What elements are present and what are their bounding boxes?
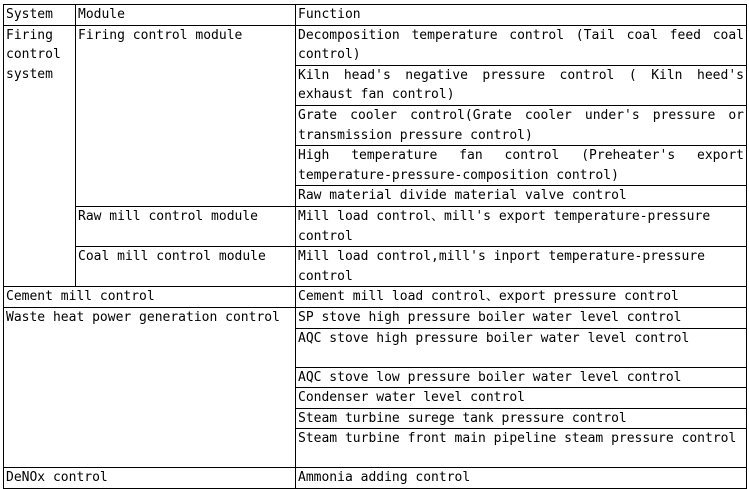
control-functions-table	[3, 4, 747, 489]
function-kiln-head-pressure: Kiln head's negative pressure control ( Kiln heed's exhaust fan control)	[296, 65, 747, 105]
function-steam-turbine-surge-tank: Steam turbine surege tank pressure control	[296, 408, 747, 429]
header-function: Function	[296, 5, 747, 26]
function-raw-material-valve: Raw material divide material valve control	[296, 186, 747, 207]
system-cement-mill-control: Cement mill control	[4, 287, 296, 308]
system-firing-control: Firing control system	[4, 25, 76, 287]
system-waste-heat-power: Waste heat power generation control	[4, 307, 296, 467]
function-aqc-low-pressure-water-level: AQC stove low pressure boiler water level control	[296, 367, 747, 388]
function-steam-turbine-main-pipeline: Steam turbine front main pipeline steam pressure control	[296, 429, 747, 468]
function-cement-mill-load: Cement mill load control、export pressure control	[296, 287, 747, 308]
function-sp-stove-water-level: SP stove high pressure boiler water level control	[296, 307, 747, 328]
function-raw-mill-load: Mill load control、mill's export temperature-pressure control	[296, 206, 747, 246]
module-raw-mill-control: Raw mill control module	[76, 206, 296, 246]
function-aqc-high-pressure-water-level: AQC stove high pressure boiler water level control	[296, 328, 747, 367]
table-row	[4, 247, 747, 287]
table-row	[4, 25, 747, 65]
header-system: System	[4, 5, 76, 26]
function-condenser-water-level: Condenser water level control	[296, 388, 747, 409]
table-row	[4, 307, 747, 328]
function-ammonia-adding: Ammonia adding control	[296, 468, 747, 489]
system-denox-control: DeNOx control	[4, 468, 296, 489]
function-coal-mill-load: Mill load control,mill's inport temperature-pressure control	[296, 247, 747, 287]
header-row	[4, 5, 747, 26]
table-row	[4, 206, 747, 246]
function-decomposition-temperature: Decomposition temperature control (Tail coal feed coal control)	[296, 25, 747, 65]
table-row	[4, 468, 747, 489]
function-high-temperature-fan: High temperature fan control (Preheater's export temperature-pressure-composition control)	[296, 146, 747, 186]
module-firing-control: Firing control module	[76, 25, 296, 206]
header-module: Module	[76, 5, 296, 26]
module-coal-mill-control: Coal mill control module	[76, 247, 296, 287]
function-grate-cooler: Grate cooler control(Grate cooler under's pressure or transmission pressure control)	[296, 105, 747, 145]
table-row	[4, 287, 747, 308]
